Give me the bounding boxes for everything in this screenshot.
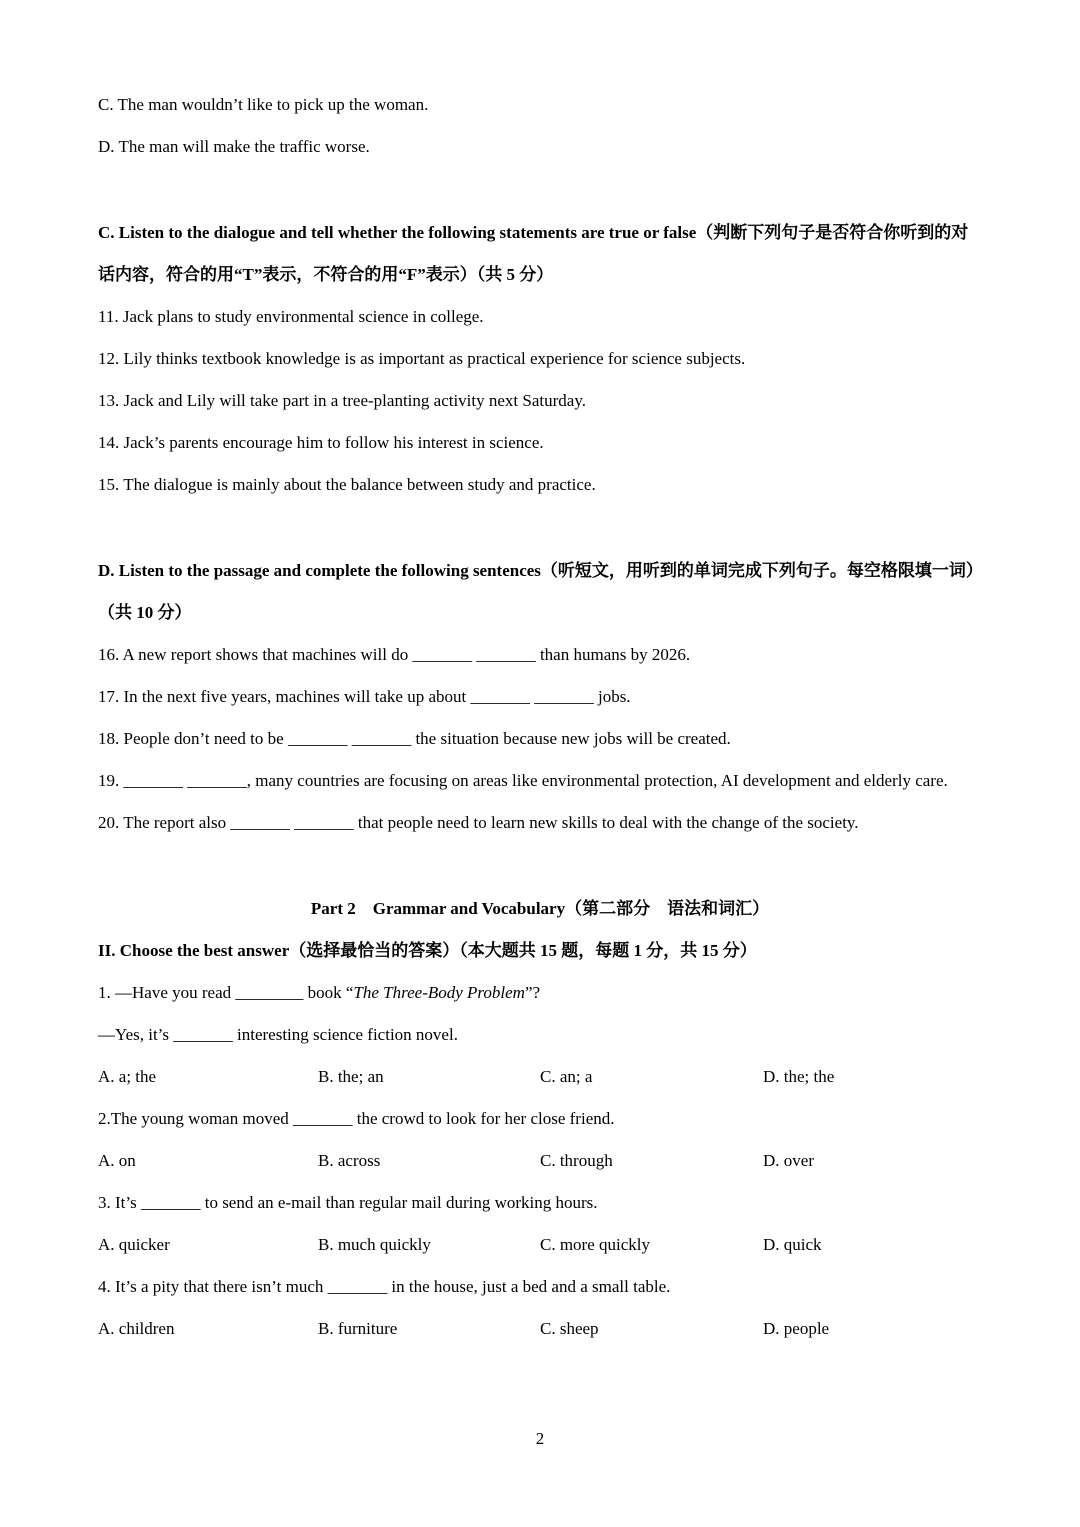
statement-item-13: 13. Jack and Lily will take part in a tree-planting activity next Saturday. [98,391,586,410]
question-4-option-b: B. furniture [318,1319,398,1338]
question-1-stem-suffix: ”? [524,983,541,1002]
answer-option-c: C. The man wouldn’t like to pick up the woman. [98,95,429,114]
fill-item-20: 20. The report also _______ _______ that people need to learn new skills to deal with the change of the society. [98,813,859,832]
book-title-italic: The Three-Body Problem [353,983,525,1002]
answer-option-d: D. The man will make the traffic worse. [98,137,370,156]
question-3-options [98,1224,982,1266]
section-d-heading: D. Listen to the passage and complete the following sentences（听短文，用听到的单词完成下列句子。每空格限填一词）（共 10 分） [98,561,975,622]
statement-item-12: 12. Lily thinks textbook knowledge is as important as practical experience for science subjects. [98,349,746,368]
question-3-option-b: B. much quickly [318,1235,431,1254]
page-number: 2 [535,1429,545,1448]
fill-item-19: 19. _______ _______, many countries are focusing on areas like environmental protection, AI development and elderly care. [98,771,948,790]
question-2-option-a: A. on [98,1151,136,1170]
question-1-stem-prefix: 1. —Have you read ________ book “ [98,983,354,1002]
fill-item-18: 18. People don’t need to be _______ _______ the situation because new jobs will be created. [98,729,731,748]
question-3-option-c: C. more quickly [540,1235,651,1254]
statement-item-11: 11. Jack plans to study environmental science in college. [98,307,484,326]
question-1-option-c: C. an; a [540,1067,593,1086]
question-4-option-a: A. children [98,1319,175,1338]
question-3-stem: 3. It’s _______ to send an e-mail than regular mail during working hours. [98,1193,598,1212]
statement-item-14: 14. Jack’s parents encourage him to follow his interest in science. [98,433,544,452]
question-1-stem-line2: —Yes, it’s _______ interesting science fiction novel. [98,1025,458,1044]
question-2-option-c: C. through [540,1151,613,1170]
fill-item-16: 16. A new report shows that machines will do _______ _______ than humans by 2026. [98,645,691,664]
question-1-option-a: A. a; the [98,1067,157,1086]
question-4-stem: 4. It’s a pity that there isn’t much _______ in the house, just a bed and a small table. [98,1277,671,1296]
question-1-stem-line1 [98,972,982,1014]
question-1-option-d: D. the; the [763,1067,835,1086]
question-1-option-b: B. the; an [318,1067,384,1086]
question-4-option-c: C. sheep [540,1319,599,1338]
section-ii-heading: II. Choose the best answer（选择最恰当的答案）（本大题共 15 题，每题 1 分，共 15 分） [98,941,757,960]
statement-item-15: 15. The dialogue is mainly about the balance between study and practice. [98,475,596,494]
question-1-options [98,1056,982,1098]
question-2-option-b: B. across [318,1151,381,1170]
question-2-stem: 2.The young woman moved _______ the crowd to look for her close friend. [98,1109,615,1128]
question-4-options [98,1308,982,1350]
section-c-heading: C. Listen to the dialogue and tell whether the following statements are true or false（判断下列句子是否符合你听到的对话内容，符合的用“T”表示，不符合的用“F”表示）（共 5 分） [98,223,969,284]
question-2-option-d: D. over [763,1151,814,1170]
fill-item-17: 17. In the next five years, machines will take up about _______ _______ jobs. [98,687,631,706]
question-3-option-d: D. quick [763,1235,822,1254]
part2-title: Part 2 Grammar and Vocabulary（第二部分 语法和词汇） [310,899,770,918]
question-3-option-a: A. quicker [98,1235,170,1254]
question-4-option-d: D. people [763,1319,830,1338]
question-2-options [98,1140,982,1182]
